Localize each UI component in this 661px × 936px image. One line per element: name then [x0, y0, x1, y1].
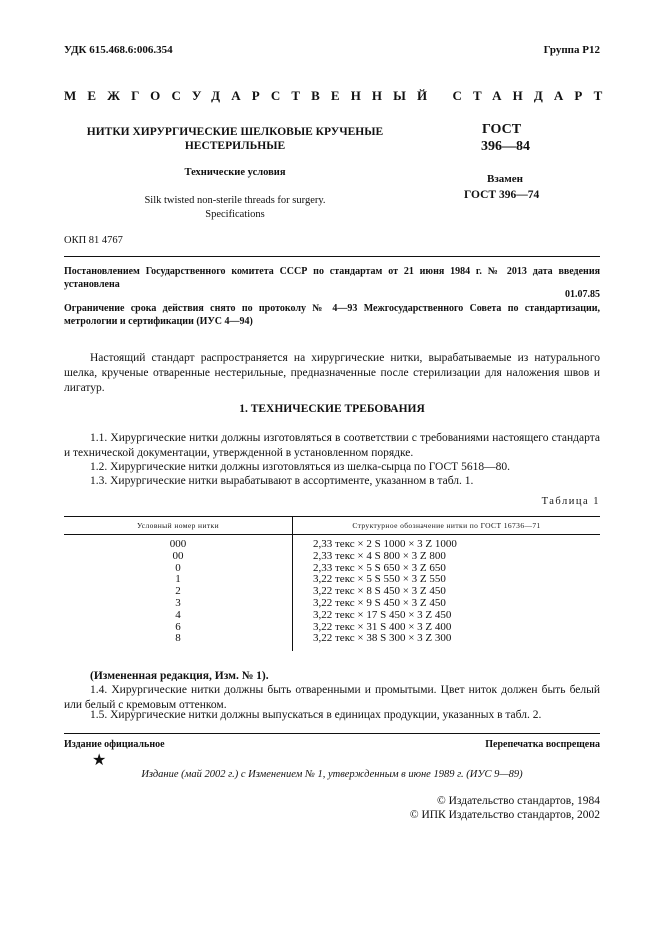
star-icon: ★	[92, 752, 107, 769]
subtitle: Технические условия	[184, 167, 286, 178]
amendment-note: (Измененная редакция, Изм. № 1).	[90, 670, 269, 682]
table-row	[64, 633, 600, 651]
structure-cell: 2,33 текс × 4 S 800 × 3 Z 800	[313, 549, 446, 562]
thread-number-cell: 8	[64, 633, 293, 651]
table-1-caption: Таблица 1	[541, 496, 600, 507]
column-header-thread-number: Условный номер нитки	[64, 517, 293, 535]
thread-number-cell: 00	[64, 551, 293, 563]
structure-cell: 3,22 текс × 17 S 450 × 3 Z 450	[313, 608, 452, 621]
thread-number-cell: 0	[64, 563, 293, 575]
effective-date: 01.07.85	[565, 289, 600, 300]
paragraph-1-5: 1.5. Хирургические нитки должны выпускаться в единицах продукции, указанных в табл. 2.	[90, 709, 542, 721]
table-row	[64, 551, 600, 563]
thread-number-cell: 3	[64, 598, 293, 610]
paragraph-1-1: 1.1. Хирургические нитки должны изготовляться в соответствии с требованиями настоящего стандарта и технической документации, утвержденной в установленном порядке.	[64, 432, 600, 459]
gost-label: ГОСТ	[482, 122, 522, 137]
okp-code: ОКП 81 4767	[64, 235, 123, 246]
table-row	[64, 598, 600, 610]
paragraph-1-3: 1.3. Хирургические нитки вырабатывают в ассортименте, указанном в табл. 1.	[90, 475, 474, 487]
structure-cell: 2,33 текс × 2 S 1000 × 3 Z 1000	[313, 538, 457, 550]
udk-code: УДК 615.468.6:006.354	[64, 44, 173, 56]
paragraph-1-4: 1.4. Хирургические нитки должны быть отваренными и промытыми. Цвет ниток должен быть белый или белый с кремовым оттенком.	[64, 684, 600, 711]
structure-cell: 3,22 текс × 5 S 550 × 3 Z 550	[313, 573, 446, 586]
paragraph-1-2: 1.2. Хирургические нитки должны изготовляться из шелка-сырца по ГОСТ 5618—80.	[90, 461, 510, 473]
table-header-row	[64, 517, 600, 535]
table-1	[64, 517, 600, 651]
edition-note: Издание (май 2002 г.) с Изменением № 1, утвержденным в июне 1989 г. (ИУС 9—89)	[141, 769, 523, 780]
thread-number-cell: 4	[64, 610, 293, 622]
replaces-label: Взамен	[487, 173, 523, 185]
structure-cell: 3,22 текс × 38 S 300 × 3 Z 300	[313, 632, 452, 645]
table-row	[64, 535, 600, 551]
structure-cell: 3,22 текс × 31 S 400 × 3 Z 400	[313, 620, 452, 633]
thread-number-cell: 2	[64, 586, 293, 598]
column-header-structure: Структурное обозначение нитки по ГОСТ 16736—71	[293, 517, 601, 535]
limitation-text: Ограничение срока действия снято по протоколу № 4—93 Межгосударственного Совета по стандартизации, метрологии и сертификации (ИУС 4—94)	[64, 303, 600, 327]
copyright-1984: © Издательство стандартов, 1984	[436, 795, 600, 807]
thread-number-cell: 1	[64, 574, 293, 586]
thread-number-cell: 000	[64, 535, 293, 551]
title-line-1: НИТКИ ХИРУРГИЧЕСКИЕ ШЕЛКОВЫЕ КРУЧЕНЫЕ	[86, 126, 384, 138]
decree-text: Постановлением Государственного комитета СССР по стандартам от 21 июня 1984 г. № 2013 дата введения установлена	[64, 266, 600, 290]
gost-number: 396—84	[481, 139, 530, 154]
structure-cell: 3,22 текс × 8 S 450 × 3 Z 450	[313, 585, 446, 598]
replaces-number: ГОСТ 396—74	[464, 189, 540, 201]
thread-number-cell: 6	[64, 622, 293, 634]
title-line-2: НЕСТЕРИЛЬНЫЕ	[184, 140, 286, 152]
structure-cell: 3,22 текс × 9 S 450 × 3 Z 450	[313, 596, 446, 609]
group-code: Группа Р12	[543, 44, 600, 56]
interstate-standard-banner: МЕЖГОСУДАРСТВЕННЫЙ СТАНДАРТ	[64, 88, 614, 103]
reprint-prohibited-label: Перепечатка воспрещена	[485, 739, 600, 750]
divider-footer	[64, 733, 600, 734]
intro-paragraph: Настоящий стандарт распространяется на хирургические нитки, вырабатываемые из натурального шелка, крученые отваренные нестерильные, предназначенные после стерилизации для наложения швов и лигатур.	[64, 352, 600, 394]
divider-top	[64, 256, 600, 257]
official-edition-label: Издание официальное	[64, 739, 165, 750]
english-title-line-2: Specifications	[205, 209, 265, 220]
section-1-heading: 1. ТЕХНИЧЕСКИЕ ТРЕБОВАНИЯ	[239, 403, 425, 415]
structure-cell: 2,33 текс × 5 S 650 × 3 Z 650	[313, 561, 446, 574]
table-row	[64, 610, 600, 622]
copyright-2002: © ИПК Издательство стандартов, 2002	[409, 809, 600, 821]
english-title-line-1: Silk twisted non-sterile threads for surgery.	[144, 195, 326, 206]
